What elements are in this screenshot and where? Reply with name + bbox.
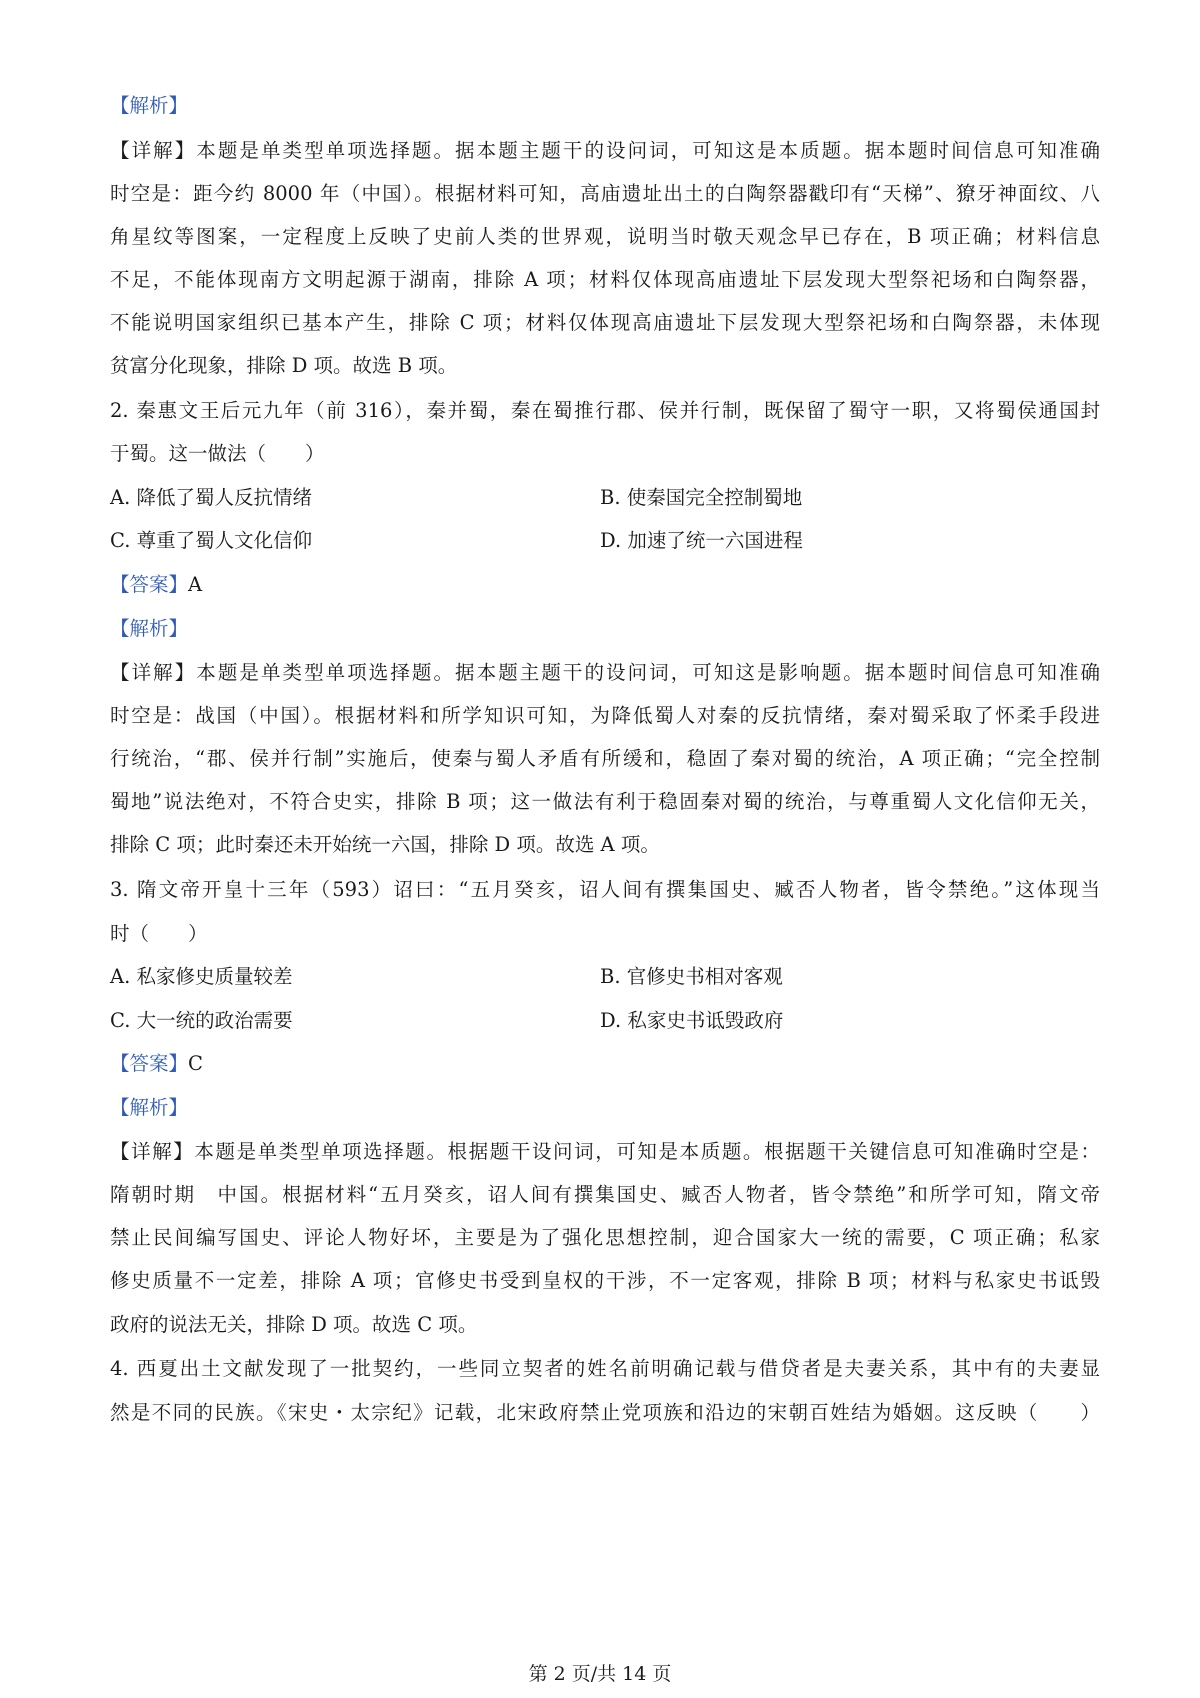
q3-detail-line-4: 修史质量不一定差，排除 A 项；官修史书受到皇权的干涉，不一定客观，排除 B 项；材料与私家史书诋毁 [110,1269,1100,1292]
q3-option-b: B. 官修史书相对客观 [600,965,783,988]
detail-tag: 【详解】 [110,1140,195,1163]
q1-detail-line-2: 时空是：距今约 8000 年（中国）。根据材料可知，高庙遗址出土的白陶祭器戳印有“天梯”、獠牙神面纹、八 [110,182,1100,205]
q3-stem-line-2: 时（ ） [110,922,208,945]
detail-tag: 【详解】 [110,139,197,162]
q3-answer [110,1050,1100,1078]
q2-options-row-1 [110,484,1100,512]
q1-detail-line-1: 【详解】本题是单类型单项选择题。据本题主题干的设问词，可知这是本质题。据本题时间信息可知准确 [110,139,1100,162]
q3-detail-line-3: 禁止民间编写国史、评论人物好坏，主要是为了强化思想控制，迎合国家大一统的需要，C 项正确；私家 [110,1226,1100,1249]
answer-value: C [188,1052,203,1075]
q4-stem-line-2: 然是不同的民族。《宋史・太宗纪》记载，北宋政府禁止党项族和沿边的宋朝百姓结为婚姻。这反映（ ） [110,1401,1100,1424]
q2-jiexi-heading [110,615,1100,643]
q2-option-a: A. 降低了蜀人反抗情绪 [110,486,312,509]
q3-stem-line-1: 3. 隋文帝开皇十三年（593）诏曰：“五月癸亥，诏人间有撰集国史、臧否人物者，皆令禁绝。”这体现当 [110,878,1100,901]
answer-tag: 【答案】 [110,573,189,596]
q2-answer [110,571,1100,599]
detail-tag: 【详解】 [110,661,197,684]
q2-option-d: D. 加速了统一六国进程 [600,529,803,552]
q3-option-a: A. 私家修史质量较差 [110,965,293,988]
q3-detail-line-2: 隋朝时期 中国。根据材料“五月癸亥，诏人间有撰集国史、臧否人物者，皆令禁绝”和所学可知，隋文帝 [110,1183,1100,1206]
q3-detail-line-5: 政府的说法无关，排除 D 项。故选 C 项。 [110,1313,478,1336]
q1-detail-line-3: 角星纹等图案，一定程度上反映了史前人类的世界观，说明当时敬天观念早已存在，B 项正确；材料信息 [110,225,1100,248]
q1-detail-line-4: 不足，不能体现南方文明起源于湖南，排除 A 项；材料仅体现高庙遗址下层发现大型祭祀场和白陶祭器， [110,268,1100,291]
q2-stem-line-2: 于蜀。这一做法（ ） [110,442,325,465]
q4-stem-line-1: 4. 西夏出土文献发现了一批契约，一些同立契者的姓名前明确记载与借贷者是夫妻关系，其中有的夫妻显 [110,1357,1100,1380]
q2-detail-line-2: 时空是：战国（中国）。根据材料和所学知识可知，为降低蜀人对秦的反抗情绪，秦对蜀采取了怀柔手段进 [110,704,1100,727]
q1-detail-line-6: 贫富分化现象，排除 D 项。故选 B 项。 [110,354,458,377]
q3-options-row-2 [110,1007,1100,1035]
q3-options-row-1 [110,963,1100,991]
q2-detail-line-4: 蜀地”说法绝对，不符合史实，排除 B 项；这一做法有利于稳固秦对蜀的统治，与尊重蜀人文化信仰无关， [110,790,1100,813]
q2-detail-line-3: 行统治，“郡、侯并行制”实施后，使秦与蜀人矛盾有所缓和，稳固了秦对蜀的统治，A 项正确；“完全控制 [110,747,1100,770]
jiexi-tag: 【解析】 [110,1096,189,1119]
q2-option-b: B. 使秦国完全控制蜀地 [600,486,803,509]
q3-jiexi-heading [110,1094,1100,1122]
q2-detail-line-1: 【详解】本题是单类型单项选择题。据本题主题干的设问词，可知这是影响题。据本题时间信息可知准确 [110,661,1100,684]
q1-jiexi-heading [110,92,1100,120]
q1-detail-line-5: 不能说明国家组织已基本产生，排除 C 项；材料仅体现高庙遗址下层发现大型祭祀场和白陶祭器，未体现 [110,311,1100,334]
answer-tag: 【答案】 [110,1052,189,1075]
q2-option-c: C. 尊重了蜀人文化信仰 [110,529,313,552]
q3-option-c: C. 大一统的政治需要 [110,1009,293,1032]
answer-value: A [188,573,203,596]
q2-options-row-2 [110,527,1100,555]
page-number-footer: 第 2 页/共 14 页 [528,1663,672,1685]
q3-detail-line-1: 【详解】本题是单类型单项选择题。根据题干设问词，可知是本质题。根据题干关键信息可知准确时空是： [110,1140,1100,1163]
jiexi-tag: 【解析】 [110,94,189,117]
jiexi-tag: 【解析】 [110,617,189,640]
q2-detail-line-5: 排除 C 项；此时秦还未开始统一六国，排除 D 项。故选 A 项。 [110,833,660,856]
q2-stem-line-1: 2. 秦惠文王后元九年（前 316），秦并蜀，秦在蜀推行郡、侯并行制，既保留了蜀守一职，又将蜀侯通国封 [110,399,1100,422]
q3-option-d: D. 私家史书诋毁政府 [600,1009,784,1032]
